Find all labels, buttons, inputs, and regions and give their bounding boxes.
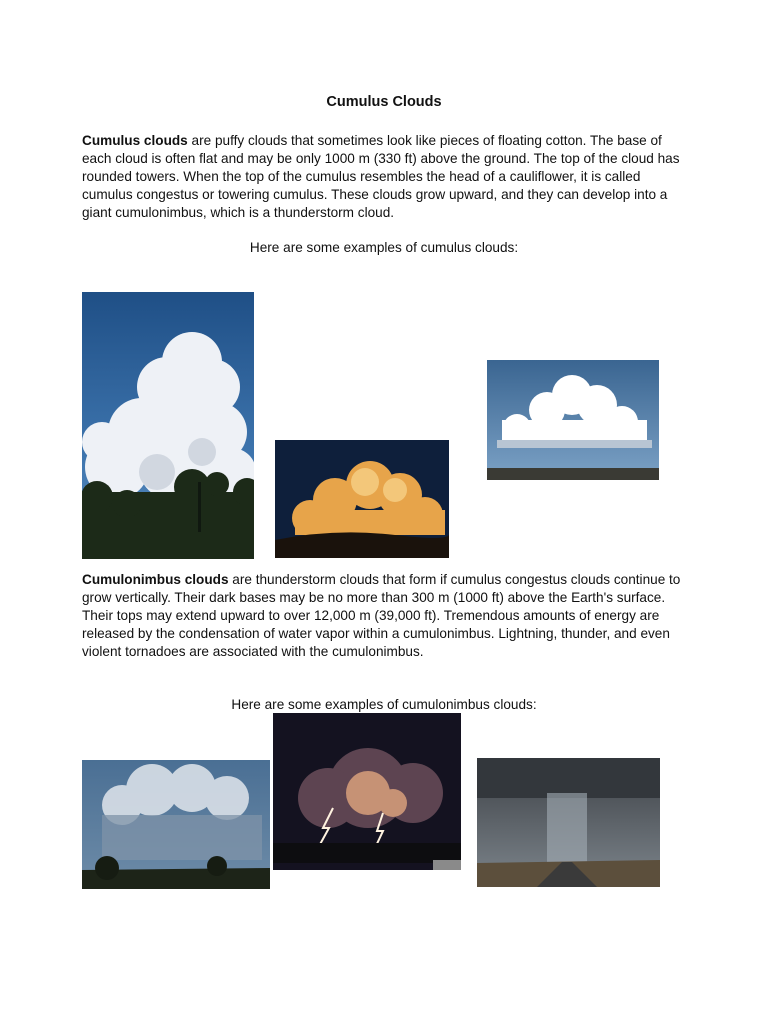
cumulonimbus-photo-storm — [82, 760, 270, 889]
page-title: Cumulus Clouds — [326, 94, 442, 110]
cumulus-photo-golden — [275, 440, 449, 558]
cumulus-photo-towering — [82, 292, 254, 559]
cumulus-photo-white — [487, 360, 659, 480]
cumulus-description: are puffy clouds that sometimes look like pieces of floating cotton. The base of each cloud is often flat and may be only 1000 m (330 ft) above the ground. The top of the cloud has rounded towers. When the top of the cumulus resembles the head of a cauliflower, it is called cumulus congestus or towering cumulus. These clouds grow upward, and they can develop into a giant cumulonimbus, which is a thunderstorm cloud. — [82, 133, 680, 220]
cumulus-examples-caption: Here are some examples of cumulus clouds: — [249, 240, 519, 255]
cumulonimbus-examples-caption: Here are some examples of cumulonimbus clouds: — [231, 697, 537, 712]
cumulonimbus-photo-lightning — [273, 713, 461, 870]
cumulonimbus-photo-rainshaft — [477, 758, 660, 887]
cumulonimbus-term: Cumulonimbus clouds — [82, 572, 229, 587]
cumulonimbus-paragraph — [82, 571, 682, 661]
cumulus-paragraph — [82, 132, 682, 222]
cumulus-term: Cumulus clouds — [82, 133, 188, 148]
cumulonimbus-description: are thunderstorm clouds that form if cumulus congestus clouds continue to grow vertically. Their dark bases may be no more than 300 m (1000 ft) above the Earth's surface. Their tops may extend upward to over 12,000 m (39,000 ft). Tremendous amounts of energy are released by the condensation of water vapor within a cumulonimbus. Lightning, thunder, and even violent tornadoes are associated with the cumulonimbus. — [82, 572, 681, 659]
